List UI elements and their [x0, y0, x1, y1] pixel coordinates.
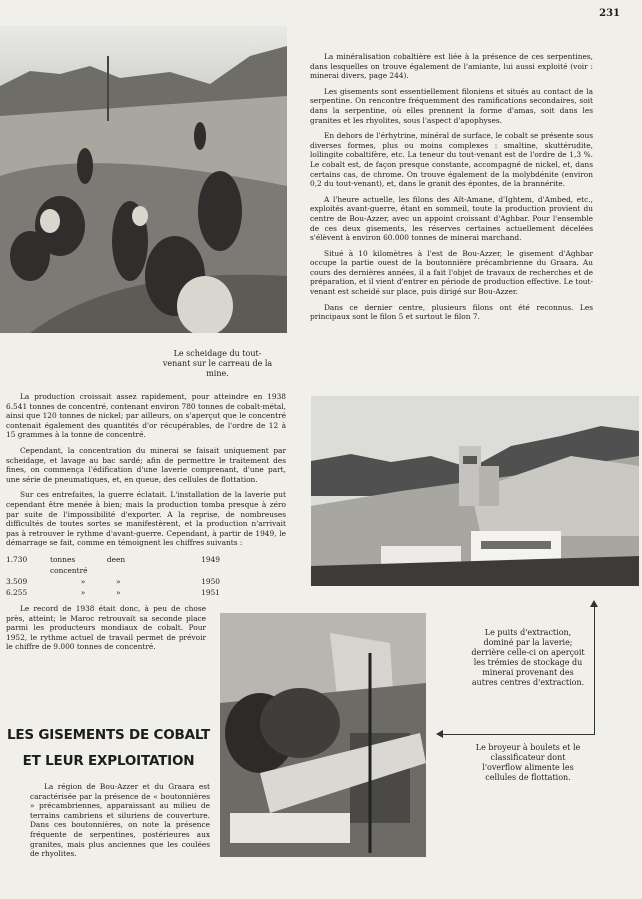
- arrow-up-icon: [590, 600, 598, 607]
- paragraph: Dans ce dernier centre, plusieurs filons ont été reconnus. Les principaux sont le filon 5 et surtout le filon 7.: [310, 302, 593, 322]
- production-table: [6, 554, 286, 598]
- right-column-text: [310, 52, 593, 328]
- page-number: 231: [599, 8, 620, 19]
- paragraph: Sur ces entrefaites, la guerre éclatait. L'installation de la laverie put cependant être menée à bien; mais la production tomba presque à zéro par suite de l'impossibilité d'exporter. A la reprise, de nombreuses difficultés de toutes sortes se manifestèrent, et la production n'arrivait pas à retrouver le rythme d'avant-guerre. Cependant, à partir de 1949, le démarrage se fait, comme en témoignent les chiffres suivants :: [6, 490, 286, 548]
- table-row: 1.730 tonnes de concentré en 1949: [6, 554, 220, 575]
- paragraph: En dehors de l'érhytrine, minéral de surface, le cobalt se présente sous diverses formes, plus ou moins complexes : smaltine, skuttérudite, lollingite cobaltifère, etc. La teneur du tout-venant est de l'ordre de 1,3 %. Le cobalt est, de façon presque constante, accompagné de nickel, et, dans certains cas, de chrome. On trouve également de la molybdénite (environ 0,2 du tout-venant), et, dans le granit des épontes, de la brannérite.: [310, 131, 593, 189]
- table-row: 6.255 » » 1951: [6, 587, 220, 597]
- paragraph: A l'heure actuelle, les filons des Aït-Amane, d'Ightem, d'Ambed, etc., exploités avant-guerre, étant en sommeil, toute la production provient du centre de Bou-Azzer, avec un appoint croissant d'Aghbar. Pour l'ensemble de ces deux gisements, les réserves certaines actuellement décelées s'élèvent à environ 60.000 tonnes de minerai marchand.: [310, 194, 593, 243]
- paragraph: La production croissait assez rapidement, pour atteindre en 1938 6.541 tonnes de concentré, contenant environ 780 tonnes de cobalt-métal, ainsi que 120 tonnes de nickel; par ailleurs, on s'aperçut que le concentré contenait également des quantités d'or récupérables, de l'ordre de 12 à 15 grammes à la tonne de concentré.: [6, 392, 286, 440]
- paragraph: Les gisements sont essentiellement filoniens et situés au contact de la serpentine. On rencontre fréquemment des ramifications secondaires, soit dans la serpentine, où elles prennent la forme d'amas, soit dans les granites et les rhyolites, sous l'aspect d'apophyses.: [310, 86, 593, 125]
- caption-arrow: [594, 606, 595, 734]
- section-title-line: ET LEUR EXPLOITATION: [22, 753, 195, 769]
- paragraph: La minéralisation cobaltière est liée à la présence de ces serpentines, dans lesquelles on trouve également de l'amiante, lui aussi exploité (voir : minerai divers, page 244).: [310, 52, 593, 81]
- paragraph: Cependant, la concentration du minerai se faisait uniquement par scheidage, et lavage au bac sardé; afin de permettre le traitement des fines, on commença l'édification d'une laverie comprenant, d'une part, une série de pneumatiques, et, en queue, des cellules de flottation.: [6, 445, 286, 484]
- section-title-line: LES GISEMENTS DE COBALT: [6, 727, 211, 743]
- caption-extraction-shaft: Le puits d'extraction, dominé par la laverie; derrière celle-ci on aperçoit les trémies de stockage du minerai provenant des autres centres d'extraction.: [471, 628, 585, 687]
- caption-ball-mill: Le broyeur à boulets et le classificateur dont l'overflow alimente les cellules de flottation.: [475, 743, 581, 782]
- photo-extraction-shaft: [311, 396, 639, 586]
- section-paragraph: La région de Bou-Azzer et du Graara est caractérisée par la présence de « boutonnières » précambriennes, apparaissant au milieu de terrains cambriens et siluriens de couverture. Dans ces boutonnières, on note la présence fréquente de serpentines, postérieures aux granites, mais plus anciennes que les coulées de rhyolites.: [30, 782, 210, 859]
- paragraph: Le record de 1938 était donc, à peu de chose près, atteint; le Maroc retrouvait sa seconde place parmi les producteurs mondiaux de cobalt. Pour 1952, le rythme actuel de travail permet de prévoir le chiffre de 9.000 tonnes de concentré.: [6, 603, 206, 652]
- photo-mine-sorting: [0, 26, 287, 333]
- caption-arrow-horizontal: [441, 734, 595, 735]
- section-title: [6, 722, 211, 774]
- caption-mine-sorting: Le scheidage du tout-venant sur le carreau de la mine.: [162, 349, 273, 378]
- paragraph: Situé à 10 kilomètres à l'est de Bou-Azzer, le gisement d'Aghbar occupe la partie ouest de la boutonnière précambrienne du Graara. Au cours des dernières années, il a fait l'objet de travaux de recherches et de préparation, et il vient d'entrer en période de production effective. Le tout-venant est scheidé sur place, puis dirigé sur Bou-Azzer.: [310, 248, 593, 297]
- arrow-left-icon: [436, 730, 443, 738]
- table-row: 3.509 » » 1950: [6, 576, 220, 586]
- photo-ball-mill: [220, 613, 426, 857]
